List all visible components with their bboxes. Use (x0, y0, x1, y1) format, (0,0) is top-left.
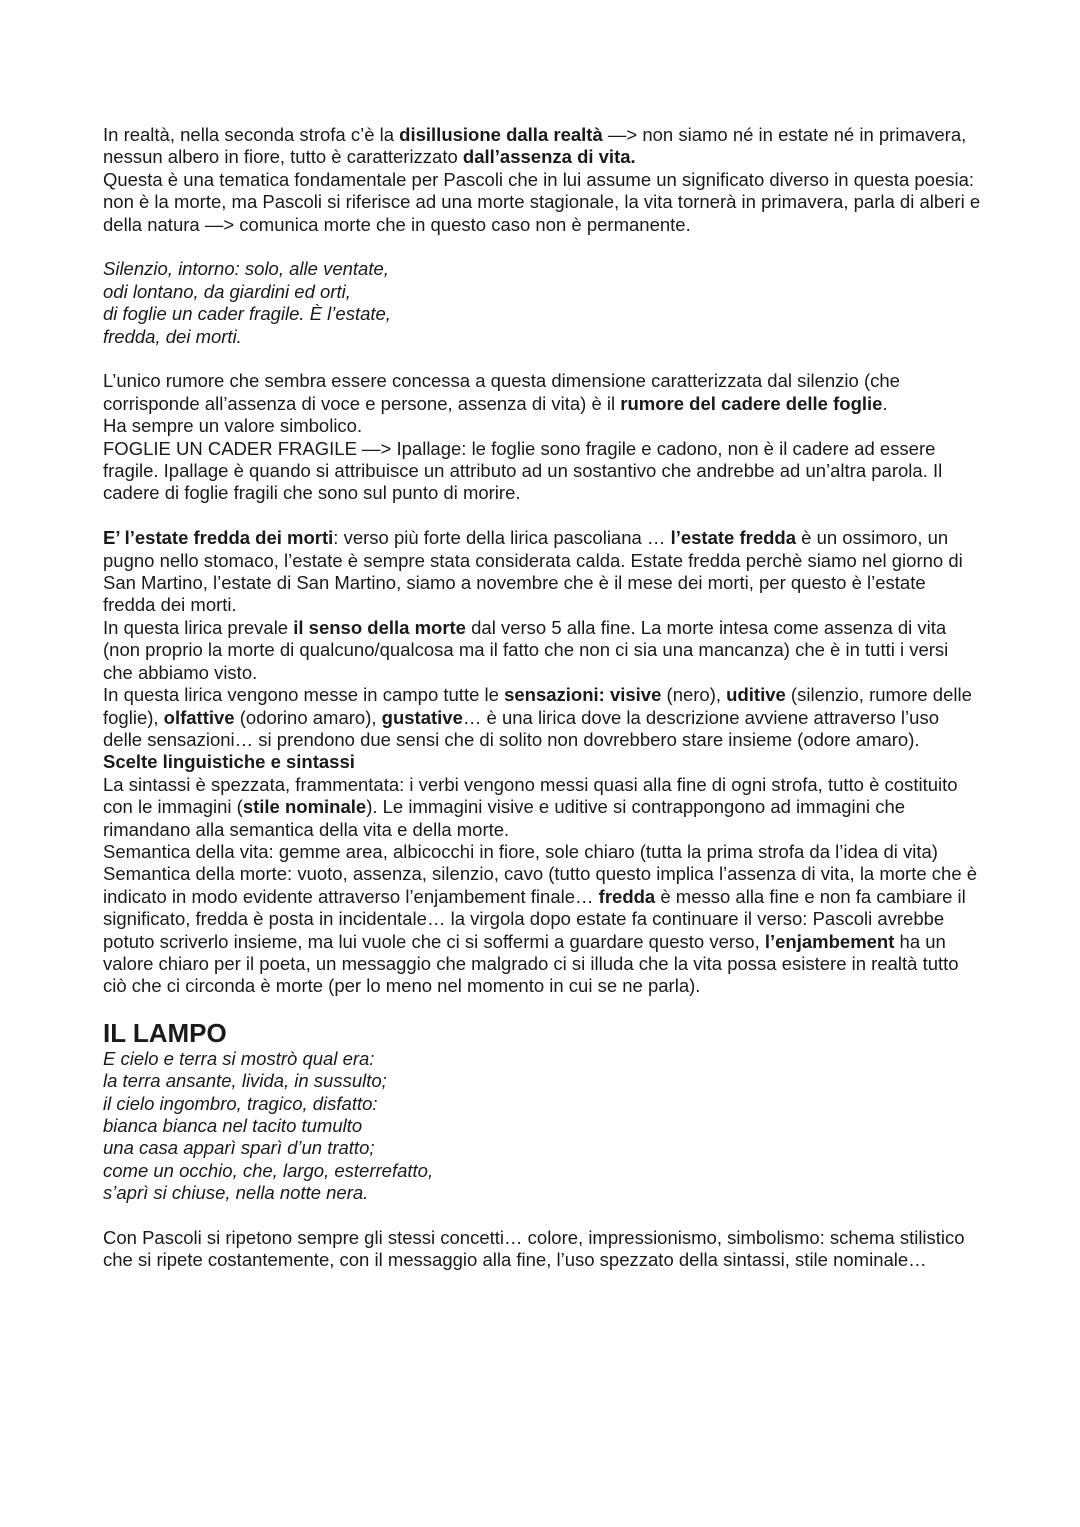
bold-run: l’enjambement (764, 930, 895, 952)
text-run: dal verso 5 alla fine. La morte intesa come assenza di vita (non proprio la morte di qualcuno/qualcosa ma il fatto che non ci sia una mancanza) che è in tutti i versi che abbiamo visto. (103, 616, 949, 683)
bold-run: stile nominale (242, 796, 367, 818)
poem-verse: una casa apparì sparì d’un tratto; (103, 1137, 375, 1159)
text-run: In questa lirica prevale (103, 616, 294, 638)
paragraph-ipallage: FOGLIE UN CADER FRAGILE —> Ipallage: le foglie sono fragile e cadono, non è il cadere ad essere fragile. Ipallage è quando si attribuisce un attributo ad un sostantivo che andrebbe ad un’altra parola. Il cadere di foglie fragili che sono sul punto di morire. (103, 437, 943, 504)
document-page (103, 124, 983, 1272)
bold-run: E’ l’estate fredda dei morti (103, 527, 334, 549)
bold-run: gustative (381, 706, 463, 728)
poem-il-lampo (103, 1048, 983, 1205)
paragraph-simbolico: Ha sempre un valore simbolico. (103, 415, 363, 437)
text-run: La sintassi è spezzata, frammentata: i verbi vengono messi quasi alla fine di ogni strofa, tutto è costituito con le immagini ( (103, 773, 958, 818)
text-run: (nero), (661, 684, 727, 706)
text-run: In questa lirica vengono messe in campo tutte le (103, 684, 505, 706)
text-run: ). Le immagini visive e uditive si contrappongono ad immagini che rimandano alla semantica della vita e della morte. (103, 796, 906, 840)
section-heading-il-lampo: IL LAMPO (103, 1017, 227, 1048)
paragraph-conclusione: Con Pascoli si ripetono sempre gli stessi concetti… colore, impressionismo, simbolismo: schema stilistico che si ripete costantemente, con il messaggio alla fine, l’uso spezzato della sintassi, stile nominale… (103, 1227, 965, 1271)
poem-verse: E cielo e terra si mostrò qual era: (103, 1047, 375, 1069)
paragraph-senso-morte (103, 617, 983, 684)
paragraph-estate-fredda (103, 527, 983, 617)
text-run: ha un valore chiaro per il poeta, un messaggio che malgrado ci si illuda che la vita possa esistere in realtà tutto ciò che ci circonda è morte (per lo meno nel momento in cui se ne parla). (103, 930, 959, 997)
poem-verse: come un occhio, che, largo, esterrefatto, (103, 1159, 434, 1181)
text-run: L’unico rumore che sembra essere concessa a questa dimensione caratterizzata dal silenzio (che corrisponde all’assenza di voce e persone, assenza di vita) è il (103, 370, 900, 414)
bold-run: sensazioni: visive (504, 684, 662, 706)
poem-verse: odi lontano, da giardini ed orti, (103, 280, 351, 302)
poem-verse: il cielo ingombro, tragico, disfatto: (103, 1092, 378, 1114)
text-run: (silenzio, rumore delle foglie), (103, 684, 972, 728)
text-run: (odorino amaro), (234, 706, 382, 728)
poem-verse: Silenzio, intorno: solo, alle ventate, (103, 258, 389, 280)
paragraph-sintassi (103, 774, 983, 841)
text-run: è messo alla fine e non fa cambiare il significato, fredda è posta in incidentale… la virgola dopo estate fa continuare il verso: Pascoli avrebbe potuto scriverlo insieme, ma lui vuole che ci si soffermi a guardare questo verso, (103, 885, 966, 952)
poem-excerpt (103, 258, 983, 348)
poem-verse: fredda, dei morti. (103, 325, 242, 347)
poem-verse: s’aprì si chiuse, nella notte nera. (103, 1182, 369, 1204)
paragraph-tematica: Questa è una tematica fondamentale per Pascoli che in lui assume un significato diverso in questa poesia: non è la morte, ma Pascoli si riferisce ad una morte stagionale, la vita tornerà in primavera, parla di alberi e della natura —> comunica morte che in questo caso non è permanente. (103, 168, 981, 235)
poem-verse: la terra ansante, livida, in sussulto; (103, 1070, 387, 1092)
bold-run: dall’assenza di vita. (462, 146, 636, 168)
text-run: —> non siamo né in estate né in primavera, nessun albero in fiore, tutto è caratterizzato (103, 124, 967, 168)
paragraph-disillusione (103, 124, 983, 169)
bold-run: disillusione dalla realtà (399, 124, 603, 145)
text-run: … è una lirica dove la descrizione avviene attraverso l’uso delle sensazioni… si prendono due sensi che di solito non dovrebbero stare insieme (odore amaro). (103, 706, 939, 750)
bold-run: il senso della morte (293, 616, 466, 638)
bold-run: Scelte linguistiche e sintassi (103, 751, 355, 773)
text-run: : verso più forte della lirica pascoliana … (333, 527, 671, 549)
subheading-scelte (103, 751, 983, 773)
paragraph-semantica-morte (103, 863, 983, 997)
text-run: . (882, 392, 888, 414)
bold-run: rumore del cadere delle foglie (620, 392, 883, 414)
text-run: In realtà, nella seconda strofa c’è la (103, 124, 400, 145)
poem-verse: bianca bianca nel tacito tumulto (103, 1115, 363, 1137)
bold-run: fredda (598, 885, 656, 907)
text-run: Semantica della morte: vuoto, assenza, silenzio, cavo (tutto questo implica l’assenza di vita, la morte che è indicato in modo evidente attraverso l’enjambement finale… (103, 863, 978, 907)
paragraph-semantica-vita: Semantica della vita: gemme area, albicocchi in fiore, sole chiaro (tutta la prima strofa da l’idea di vita) (103, 840, 938, 862)
text-run: è un ossimoro, un pugno nello stomaco, l’estate è sempre stata considerata calda. Estate fredda perchè siamo nel giorno di San Martino, l’estate di San Martino, siamo a novembre che è il mese dei morti, per questo è l’estate fredda dei morti. (103, 527, 963, 616)
poem-verse: di foglie un cader fragile. È l’estate, (103, 303, 391, 325)
bold-run: l’estate fredda (670, 527, 797, 549)
bold-run: uditive (726, 684, 786, 706)
paragraph-sensazioni (103, 684, 983, 751)
bold-run: olfattive (163, 706, 235, 728)
paragraph-rumore (103, 370, 983, 415)
